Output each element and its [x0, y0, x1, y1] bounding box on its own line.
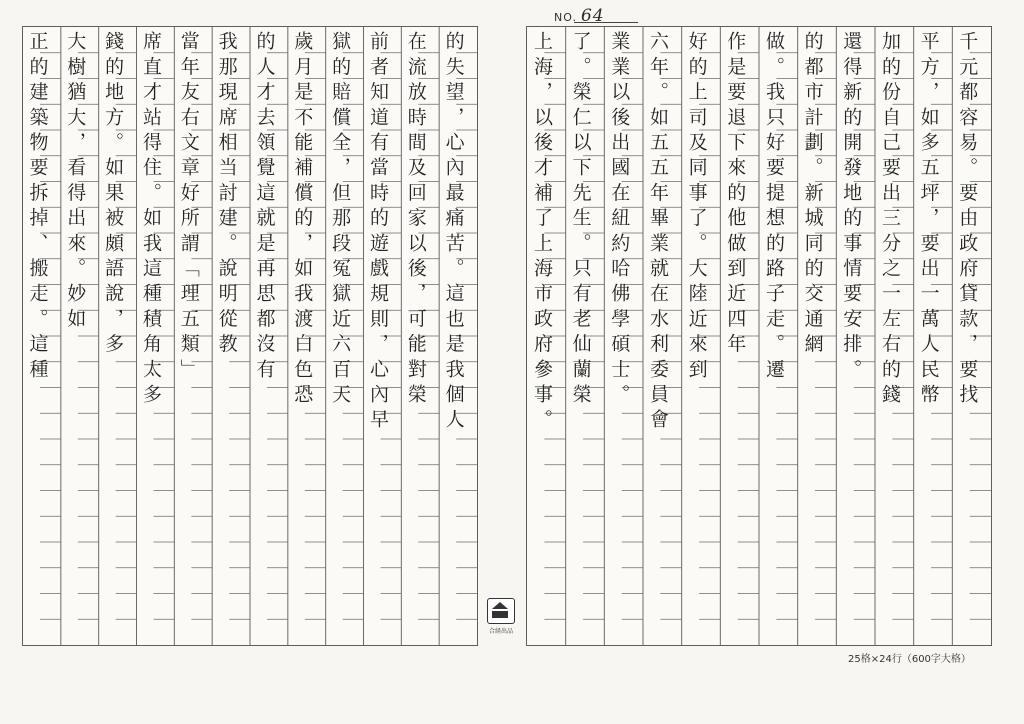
- grid-spec-note: 25格×24行（600字大格）: [848, 654, 971, 665]
- page-number: [554, 6, 605, 26]
- house-logo-icon: [487, 598, 515, 624]
- page-number-label: NO.: [554, 11, 577, 24]
- left-manuscript-page: [22, 26, 478, 646]
- left-text-column: 歲月是不能補償的，如我渡白色恐: [291, 31, 314, 409]
- left-text-column: 的失望，心內最痛苦。這也是我個人: [442, 31, 465, 435]
- left-text-column: 大樹猶大，看得出來。妙如: [64, 31, 87, 334]
- right-text-column: 平方，如多五坪，要出一萬人民幣: [917, 31, 940, 409]
- left-text-column: 我那現席相当討建。說明從教: [215, 31, 238, 359]
- right-text-column: 做。我只好要提想的路子走。遷: [762, 31, 785, 384]
- right-text-column: 作是要退下來的他做到近四年: [724, 31, 747, 359]
- left-text-column: 正的建築物要拆掉、搬走。這種: [26, 31, 49, 384]
- right-text-column: 業業以後出國在紐約哈佛學碩士。: [608, 31, 631, 409]
- right-text-column: 加的份自己要出三分之一左右的錢: [878, 31, 901, 409]
- right-text-column: 千元都容易。要由政府貸款，要找: [956, 31, 979, 409]
- right-manuscript-page: [526, 26, 992, 646]
- left-text-column: 在流放時間及回家以後，可能對榮: [404, 31, 427, 409]
- left-text-column: 席直才站得住。如我這種積角太多: [139, 31, 162, 409]
- right-text-column: 好的上司及同事了。大陸近來到: [685, 31, 708, 384]
- left-text-column: 當年友右文章好所謂「理五類」: [177, 31, 200, 384]
- left-text-column: 獄的賠償全，但那段冤獄近六百天: [329, 31, 352, 409]
- left-text-column: 前者知道有當時的遊戲規則，心內早: [366, 31, 389, 435]
- left-text-column: 錢的地方。如果被頗語說，多: [102, 31, 125, 359]
- page-number-value: 64: [580, 6, 605, 26]
- left-text-column: 的人才去領覺這就是再思都沒有: [253, 31, 276, 384]
- right-text-column: 的都市計劃。新城同的交通網: [801, 31, 824, 359]
- publisher-logo: [484, 598, 518, 635]
- page-number-underline: [574, 22, 638, 23]
- right-text-column: 了。榮仁以下先生。只有老仙蘭榮: [569, 31, 592, 409]
- right-text-column: 上海，以後才補了上海市政府參事。: [530, 31, 553, 435]
- right-text-column: 六年。如五五年畢業就在水利委員會: [646, 31, 669, 435]
- logo-caption: 合経出品: [488, 628, 513, 635]
- right-text-column: 還得新的開發地的事情要安排。: [840, 31, 863, 384]
